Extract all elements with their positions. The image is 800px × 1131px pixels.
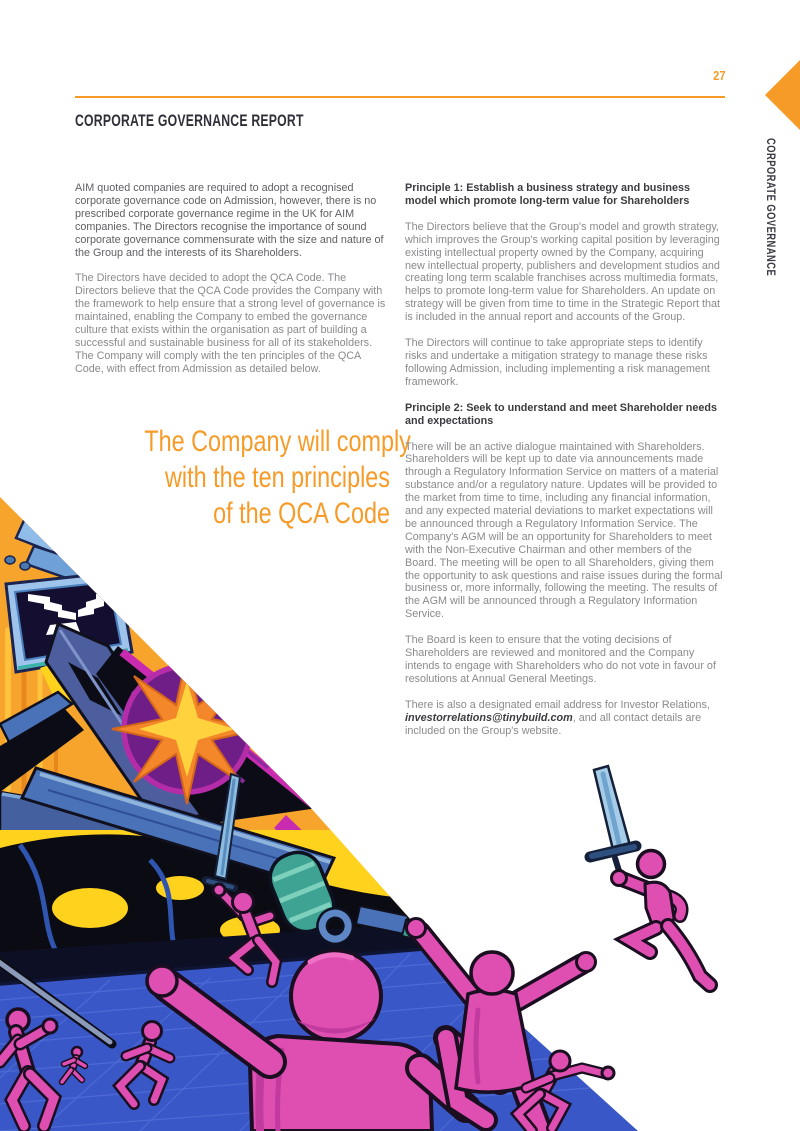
principle-2-paragraph: There will be an active dialogue maintained with Shareholders. Shareholders will be kept up to date via announcements made through a Regulatory Information Service on matters of a material substance and/or a regulatory nature. Updates will be provided to the market from time to time, including any financial information, and any expected material deviations to market expectations will be announced through a Regulatory Information Service. The Company's AGM will be an opportunity for Shareholders to meet with the Non-Executive Chairman and other members of the Board. The meeting will be open to all Shareholders, giving them the opportunity to ask questions and raise issues during the formal business or, more informally, following the meeting. The results of the AGM will be announced through a Regulatory Information Service. — [405, 440, 723, 621]
principle-2-heading: Principle 2: Seek to understand and meet Shareholder needs and expectations — [405, 401, 717, 427]
corner-triangle-icon — [765, 60, 800, 130]
principle-1-heading: Principle 1: Establish a business strategy and business model which promote long-term value for Shareholders — [405, 182, 691, 207]
game-artwork-illustration — [0, 481, 800, 1131]
investor-email-link[interactable]: investorrelations@tinybuild.com — [405, 711, 573, 724]
pull-quote-line: of the QCA Code — [213, 497, 390, 530]
pink-character-sword-leaper — [590, 766, 710, 985]
principle-2-paragraph: The Board is keen to ensure that the voting decisions of Shareholders are reviewed and monitored and the Company intends to engage with Shareholders who do not vote in favour of resolutions at Annual General Meetings. — [405, 634, 716, 685]
principle-1-paragraph: The Directors will continue to take appropriate steps to identify risks and undertake a mitigation strategy to manage these risks following Admission, including implementing a risk management framework. — [405, 337, 710, 388]
investor-text: There is also a designated email address for Investor Relations, — [405, 698, 710, 711]
side-tab-label: CORPORATE GOVERNANCE — [764, 138, 778, 277]
page-number: 27 — [712, 68, 725, 83]
page-title: CORPORATE GOVERNANCE REPORT — [75, 111, 304, 130]
qca-adoption-paragraph: The Directors have decided to adopt the QCA Code. The Directors believe that the QCA Code provides the Company with the framework to help ensure that a strong level of governance is maintained, enabling the Company to embed the governance culture that exists within the organisation as part of building a successful and sustainable business for all of its stakeholders. The Company will comply with the ten principles of the QCA Code, with effect from Admission as detailed below. — [75, 272, 386, 375]
pull-quote-line: with the ten principles — [164, 461, 390, 494]
header-rule — [75, 96, 725, 98]
left-column — [75, 182, 390, 389]
investor-text: , and all contact details are included on the Group's website. — [405, 711, 702, 737]
principle-1-paragraph: The Directors believe that the Group's model and growth strategy, which improves the Group's working capital position by leveraging existing intellectual property owned by the Company, acquiring new intellectual property, publishers and development studios and creating long term scalable franchises across multimedia formats, helps to promote long-term value for Shareholders. An update on strategy will be given from time to time in the Strategic Report that is included in the annual report and accounts of the Group. — [405, 220, 721, 324]
pull-quote-line: The Company will comply — [144, 425, 411, 458]
intro-paragraph: AIM quoted companies are required to adopt a recognised corporate governance code on Admission, however, there is no prescribed corporate governance regime in the UK for AIM companies. The Directors recognise the importance of sound corporate governance commensurate with the size and nature of the Group and the interests of its Shareholders. — [75, 182, 384, 259]
